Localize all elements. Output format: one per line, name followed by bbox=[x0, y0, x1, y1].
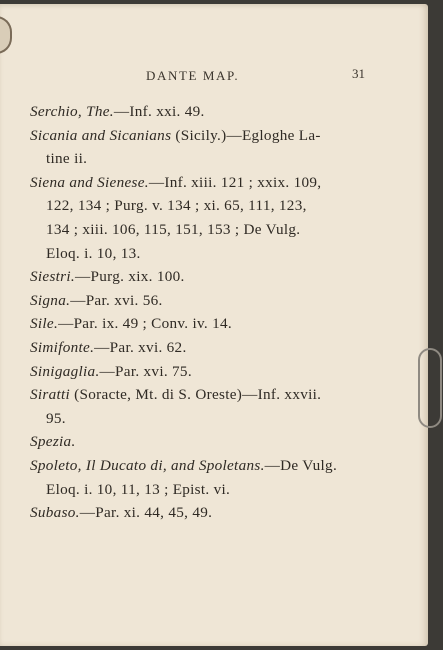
entry-headword: Sile. bbox=[30, 315, 59, 333]
entry-references: 134 ; xiii. 106, 115, 151, 153 ; De Vulg. bbox=[46, 220, 301, 238]
entry-headword: Sicania and Sicanians bbox=[30, 126, 172, 144]
entry-first-line bbox=[30, 383, 372, 407]
index-entry bbox=[30, 289, 372, 313]
index-entry bbox=[30, 383, 372, 430]
entry-first-line bbox=[30, 360, 372, 384]
bookmark-ring bbox=[418, 348, 442, 428]
entry-continuation-line bbox=[30, 478, 372, 502]
entry-references: Eloq. i. 10, 13. bbox=[46, 244, 141, 262]
entry-first-line bbox=[30, 265, 372, 289]
entry-references: Eloq. i. 10, 11, 13 ; Epist. vi. bbox=[46, 480, 231, 498]
index-entry bbox=[30, 171, 372, 265]
index-entry bbox=[30, 430, 372, 454]
entry-headword: Sinigaglia. bbox=[30, 362, 100, 380]
index-entry bbox=[30, 454, 372, 501]
entry-headword: Spoleto, Il Ducato di, and Spoletans. bbox=[30, 456, 265, 474]
index-entry bbox=[30, 124, 372, 171]
entry-references: —Inf. xiii. 121 ; xxix. 109, bbox=[148, 173, 322, 191]
entry-headword: Subaso. bbox=[30, 504, 80, 522]
entry-first-line bbox=[30, 501, 372, 525]
index-entry bbox=[30, 100, 372, 124]
entry-headword: Siratti bbox=[30, 386, 71, 404]
entry-headword: Siena and Sienese. bbox=[30, 173, 149, 191]
entry-references: tine ii. bbox=[46, 150, 88, 168]
entry-references: —De Vulg. bbox=[264, 456, 338, 474]
index-entry bbox=[30, 312, 372, 336]
entry-references: —Par. ix. 49 ; Conv. iv. 14. bbox=[58, 315, 232, 333]
entry-continuation-line bbox=[30, 242, 372, 266]
entry-first-line bbox=[30, 430, 372, 454]
entry-headword: Spezia. bbox=[30, 433, 76, 451]
entry-headword: Serchio, The. bbox=[30, 103, 114, 120]
book-page bbox=[0, 4, 428, 646]
entry-references: —Par. xi. 44, 45, 49. bbox=[79, 504, 213, 522]
entry-first-line bbox=[30, 124, 372, 148]
entry-headword: Siestri. bbox=[30, 268, 76, 286]
entry-first-line bbox=[30, 454, 372, 478]
binding-thread bbox=[0, 16, 12, 54]
entry-first-line bbox=[30, 100, 372, 124]
entry-first-line bbox=[30, 312, 372, 336]
entry-references: —Par. xvi. 62. bbox=[94, 338, 187, 356]
entry-continuation-line bbox=[30, 194, 372, 218]
entry-headword: Signa. bbox=[30, 291, 71, 309]
entry-references: —Purg. xix. 100. bbox=[75, 268, 185, 286]
page-number: 31 bbox=[352, 66, 365, 81]
entry-headword: Simifonte. bbox=[30, 338, 95, 356]
index-entry bbox=[30, 501, 372, 525]
gazetteer-entries bbox=[30, 100, 372, 525]
entry-continuation-line bbox=[30, 147, 372, 171]
entry-references: —Par. xvi. 56. bbox=[70, 291, 163, 309]
entry-first-line bbox=[30, 289, 372, 313]
index-entry bbox=[30, 336, 372, 360]
index-entry bbox=[30, 265, 372, 289]
entry-continuation-line bbox=[30, 407, 372, 431]
entry-references: —Inf. xxi. 49. bbox=[113, 103, 205, 120]
entry-continuation-line bbox=[30, 218, 372, 242]
entry-references: —Par. xvi. 75. bbox=[99, 362, 192, 380]
entry-references: 122, 134 ; Purg. v. 134 ; xi. 65, 111, 123, bbox=[46, 197, 307, 215]
entry-first-line bbox=[30, 336, 372, 360]
running-head: DANTE MAP. bbox=[146, 68, 240, 83]
index-entry bbox=[30, 360, 372, 384]
entry-first-line bbox=[30, 171, 372, 195]
entry-references: (Soracte, Mt. di S. Oreste)—Inf. xxvii. bbox=[70, 386, 322, 404]
entry-references: 95. bbox=[46, 409, 66, 427]
entry-references: (Sicily.)—Egloghe La- bbox=[171, 126, 321, 144]
